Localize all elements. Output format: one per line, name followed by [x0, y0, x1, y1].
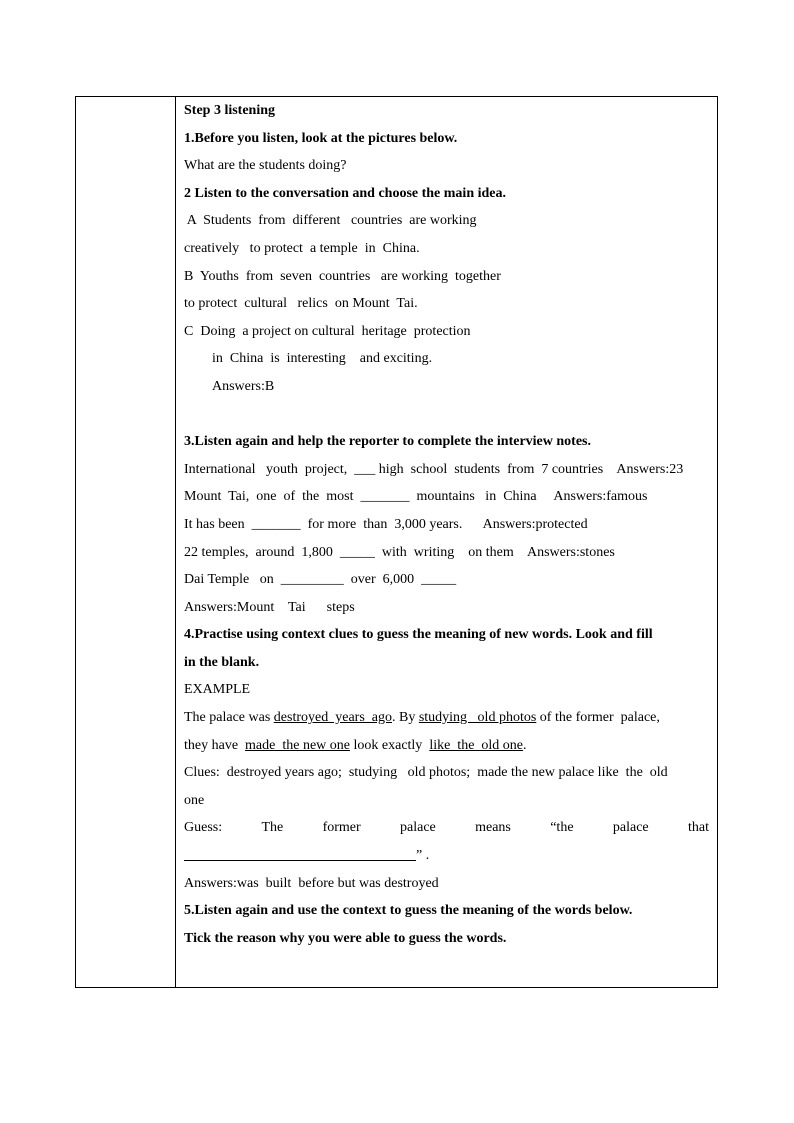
q2-option-c-line1: C Doing a project on cultural heritage protection — [184, 323, 471, 339]
lesson-table — [75, 96, 718, 988]
lesson-content — [184, 97, 709, 952]
q5-title-line1: 5.Listen again and use the context to guess the meaning of the words below. — [184, 903, 633, 919]
example-clue: studying old photos — [418, 710, 537, 726]
q3-answer: Answers:Mount Tai steps — [184, 599, 355, 615]
q4-title-line2: in the blank. — [184, 654, 260, 670]
example-text: look exactly — [350, 737, 430, 753]
clues-line2: one — [184, 792, 205, 808]
q2-answer: Answers:B — [212, 378, 275, 394]
guess-word: The — [261, 820, 284, 836]
q2-option-c-line2: in China is interesting and exciting. — [212, 351, 433, 367]
example-clue: like the old one — [429, 737, 524, 753]
example-text: they have — [184, 737, 246, 753]
example-clue: destroyed years ago — [273, 710, 392, 726]
guess-word: palace — [400, 820, 436, 836]
example-text: of the former palace, — [536, 710, 660, 726]
guess-word: former — [322, 820, 361, 836]
example-label: EXAMPLE — [184, 682, 251, 698]
q4-title-line1: 4.Practise using context clues to guess the meaning of new words. Look and fill — [184, 627, 653, 643]
guess-word: palace — [612, 820, 649, 836]
q3-note: International youth project, ___ high school students from 7 countries Answers:23 — [184, 461, 684, 477]
q3-note: Dai Temple on _________ over 6,000 _____ — [184, 572, 457, 588]
q2-option-b-line2: to protect cultural relics on Mount Tai. — [184, 296, 418, 312]
q1-question: What are the students doing? — [184, 158, 347, 174]
guess-line — [184, 814, 709, 842]
q1-title: 1.Before you listen, look at the pictures below. — [184, 130, 458, 146]
q2-option-a-line2: creatively to protect a temple in China. — [184, 240, 420, 256]
guess-blank-line — [184, 842, 709, 870]
table-left-column — [76, 97, 176, 987]
example-clue: made the new one — [245, 737, 350, 753]
clues-line1: Clues: destroyed years ago; studying old photos; made the new palace like the old — [184, 765, 668, 781]
q2-option-b-line1: B Youths from seven countries are working together — [184, 268, 501, 284]
q3-note: 22 temples, around 1,800 _____ with writing on them Answers:stones — [184, 544, 615, 560]
q3-title: 3.Listen again and help the reporter to complete the interview notes. — [184, 434, 591, 450]
guess-word: “the — [550, 820, 574, 836]
guess-word: means — [475, 820, 511, 836]
step-title: Step 3 listening — [184, 103, 276, 118]
q5-title-line2: Tick the reason why you were able to guess the words. — [184, 930, 507, 946]
example-text: The palace was — [184, 710, 274, 726]
guess-word: that — [687, 820, 709, 836]
q2-title: 2 Listen to the conversation and choose the main idea. — [184, 185, 506, 201]
q3-note: It has been _______ for more than 3,000 years. Answers:protected — [184, 516, 588, 532]
example-text: . — [523, 737, 527, 753]
example-line1 — [184, 704, 709, 732]
example-line2 — [184, 732, 709, 760]
guess-end: ” . — [416, 848, 430, 864]
example-text: . By — [391, 710, 419, 726]
spacer-line — [184, 401, 709, 429]
q4-answer: Answers:was built before but was destroyed — [184, 875, 439, 891]
q2-option-a-line1: A Students from different countries are working — [184, 213, 477, 229]
fill-blank[interactable] — [184, 844, 416, 861]
q3-note: Mount Tai, one of the most _______ mountains in China Answers:famous — [184, 489, 648, 505]
guess-word: Guess: — [184, 820, 223, 836]
